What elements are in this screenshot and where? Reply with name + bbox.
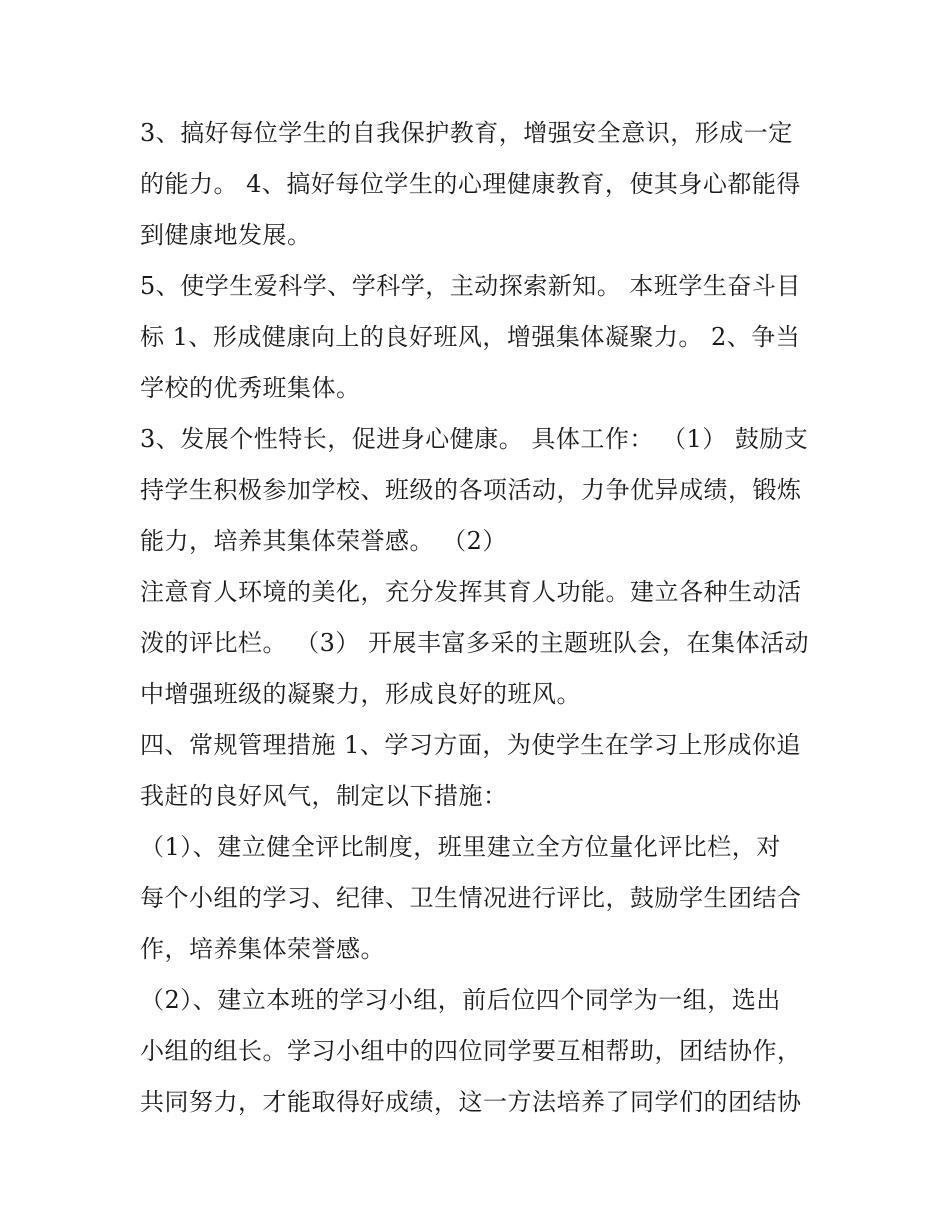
text-line: 5、使学生爱科学、学科学，主动探索新知。 本班学生奋斗目 [140,272,801,300]
text-line: 3、发展个性特长，促进身心健康。 具体工作： （1） 鼓励支 [140,425,809,453]
text-line: 能力，培养其集体荣誉感。 （2） [140,527,507,555]
text-line: 泼的评比栏。 （3） 开展丰富多采的主题班队会，在集体活动 [140,629,810,657]
text-line: 共同努力，才能取得好成绩，这一方法培养了同学们的团结协 [140,1088,802,1116]
text-line: 注意育人环境的美化，充分发挥其育人功能。建立各种生动活 [140,578,802,606]
document-body [140,108,820,1128]
text-line: 持学生积极参加学校、班级的各项活动，力争优异成绩，锻炼 [140,476,802,504]
text-line: 作，培养集体荣誉感。 [140,935,385,963]
text-line: 我赶的良好风气，制定以下措施： [140,782,508,810]
text-line: 四、常规管理措施 1、学习方面，为使学生在学习上形成你追 [140,731,801,759]
text-line: 标 1、形成健康向上的良好班风，增强集体凝聚力。 2、争当 [140,323,801,351]
text-line: （2）、建立本班的学习小组，前后位四个同学为一组，选出 [140,986,781,1014]
text-line: 小组的组长。学习小组中的四位同学要互相帮助，团结协作， [140,1037,802,1065]
text-line: 的能力。 4、搞好每位学生的心理健康教育，使其身心都能得 [140,170,801,198]
text-line: 到健康地发展。 [140,221,312,249]
text-line: 每个小组的学习、纪律、卫生情况进行评比，鼓励学生团结合 [140,884,802,912]
text-line: 中增强班级的凝聚力，形成良好的班风。 [140,680,581,708]
text-line: 3、搞好每位学生的自我保护教育，增强安全意识，形成一定 [140,119,793,147]
text-line: 学校的优秀班集体。 [140,374,361,402]
text-line: （1）、建立健全评比制度，班里建立全方位量化评比栏，对 [140,833,781,861]
